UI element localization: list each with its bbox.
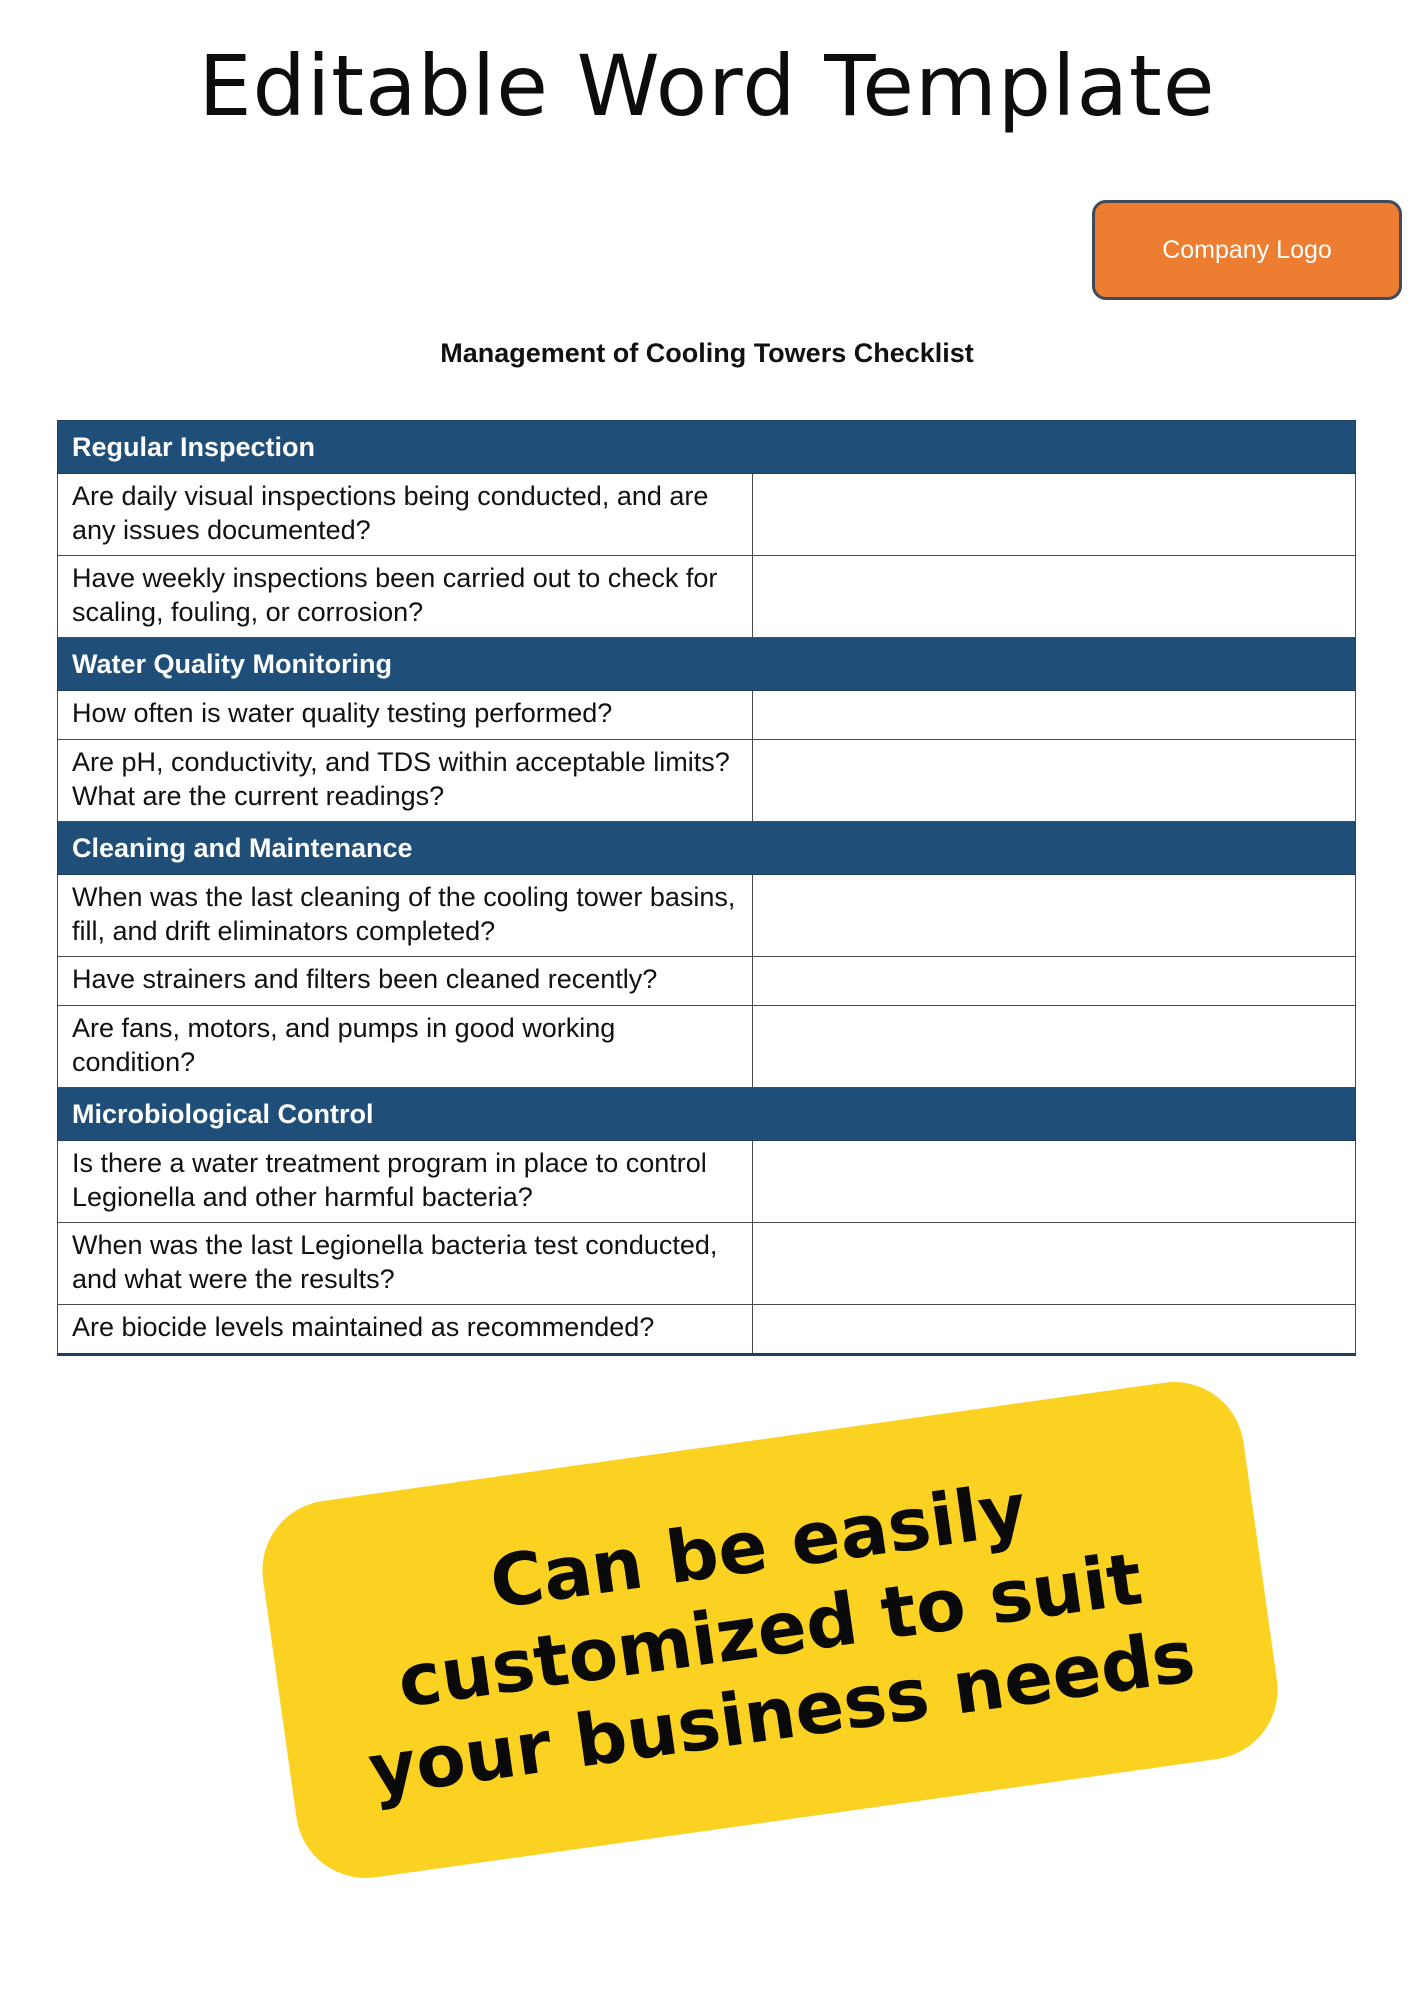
checklist-row (58, 1141, 1356, 1223)
section-header-row (58, 822, 1356, 875)
answer-cell[interactable] (753, 691, 1356, 740)
checklist-row (58, 1006, 1356, 1088)
section-header-row (58, 421, 1356, 474)
section-header-row (58, 638, 1356, 691)
section-title: Microbiological Control (58, 1088, 1356, 1141)
question-cell: Are fans, motors, and pumps in good working condition? (58, 1006, 753, 1088)
section-title: Regular Inspection (58, 421, 1356, 474)
answer-cell[interactable] (753, 957, 1356, 1006)
answer-cell[interactable] (753, 740, 1356, 822)
checklist-row (58, 957, 1356, 1006)
question-cell: Are biocide levels maintained as recommended? (58, 1305, 753, 1355)
company-logo-label: Company Logo (1162, 235, 1332, 264)
headline: Editable Word Template (198, 37, 1216, 135)
answer-cell[interactable] (753, 875, 1356, 957)
question-cell: How often is water quality testing performed? (58, 691, 753, 740)
checklist-table (57, 420, 1356, 1356)
checklist-row (58, 474, 1356, 556)
answer-cell[interactable] (753, 474, 1356, 556)
section-header-row (58, 1088, 1356, 1141)
document-title: Management of Cooling Towers Checklist (440, 338, 974, 368)
promo-banner-text: Can be easily customized to suit your business needs (363, 1466, 1200, 1814)
question-cell: Have weekly inspections been carried out to check for scaling, fouling, or corrosion? (58, 556, 753, 638)
answer-cell[interactable] (753, 1223, 1356, 1305)
section-title: Cleaning and Maintenance (58, 822, 1356, 875)
company-logo-placeholder (1092, 200, 1402, 300)
answer-cell[interactable] (753, 556, 1356, 638)
section-title: Water Quality Monitoring (58, 638, 1356, 691)
question-cell: When was the last cleaning of the cooling tower basins, fill, and drift eliminators completed? (58, 875, 753, 957)
answer-cell[interactable] (753, 1006, 1356, 1088)
checklist-row (58, 740, 1356, 822)
promo-banner (253, 1373, 1286, 1887)
checklist-row (58, 556, 1356, 638)
checklist-row (58, 875, 1356, 957)
checklist-row (58, 1223, 1356, 1305)
question-cell: Have strainers and filters been cleaned recently? (58, 957, 753, 1006)
question-cell: Is there a water treatment program in place to control Legionella and other harmful bacteria? (58, 1141, 753, 1223)
answer-cell[interactable] (753, 1141, 1356, 1223)
checklist-row (58, 691, 1356, 740)
question-cell: When was the last Legionella bacteria test conducted, and what were the results? (58, 1223, 753, 1305)
question-cell: Are daily visual inspections being conducted, and are any issues documented? (58, 474, 753, 556)
checklist-row (58, 1305, 1356, 1355)
question-cell: Are pH, conductivity, and TDS within acceptable limits? What are the current readings? (58, 740, 753, 822)
answer-cell[interactable] (753, 1305, 1356, 1355)
